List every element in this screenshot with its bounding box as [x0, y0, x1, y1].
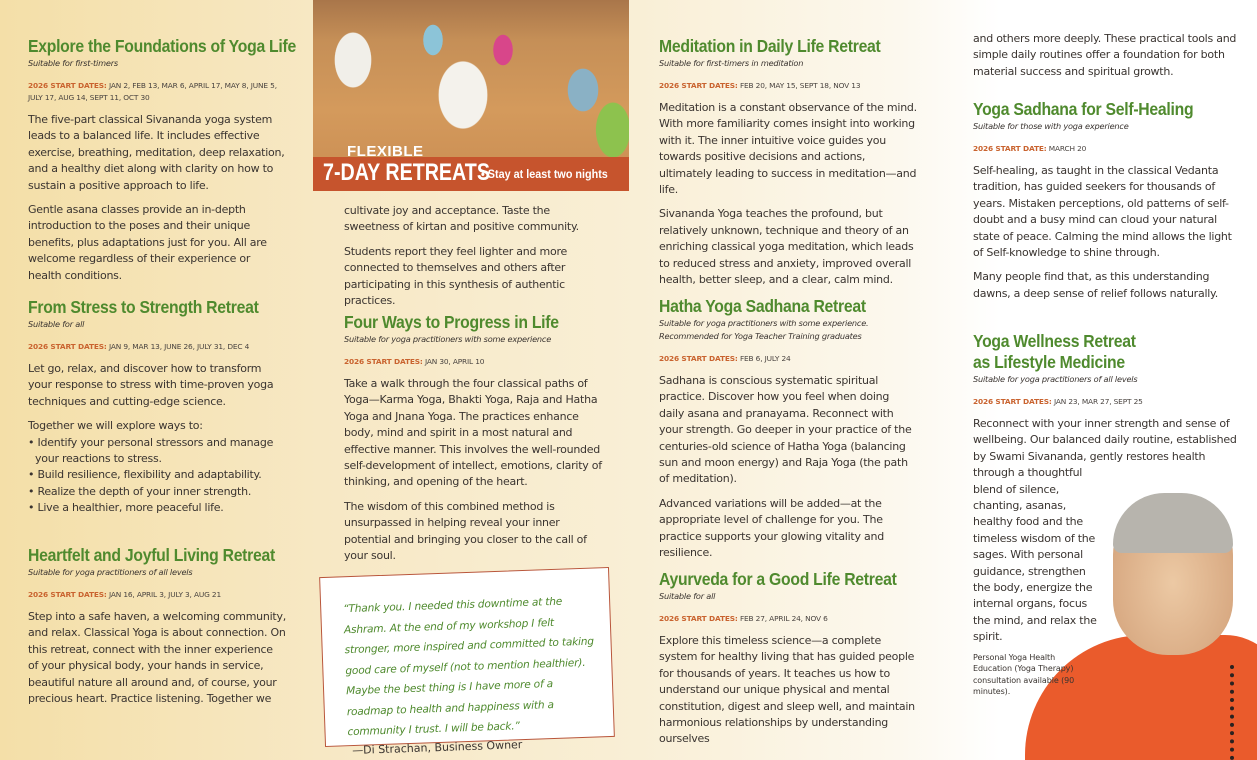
start-dates [28, 341, 286, 353]
dates-value: MARCH 20 [1048, 144, 1087, 153]
paragraph: Explore this timeless science—a complete system for healthy living that has guided people for thousands of years. It teaches us how to understand our unique physical and mental constitution, digest and sleep well, and maintain harmonious relationships by understanding ourselves [659, 634, 915, 746]
retreat-title: Yoga Sadhana for Self-Healing [973, 99, 1194, 119]
paragraph: Students report they feel lighter and more connected to themselves and others after participating in this synthesis of authentic practices. [344, 244, 567, 308]
recommended-for: Recommended for Yoga Teacher Training graduates [659, 331, 862, 341]
dates-label: 2026 START DATES: [344, 357, 423, 366]
start-dates [659, 353, 917, 365]
paragraph: Reconnect with your inner strength and sense of wellbeing. Our balanced daily routine, established by Swami Sivananda, gently restores health [973, 417, 1237, 463]
dates-value: FEB 6, JULY 24 [739, 354, 791, 363]
paragraph: and others more deeply. These practical tools and simple daily routines offer a foundation for both material success and spiritual growth. [973, 32, 1237, 78]
dates-value: JAN 2, FEB 13, MAR 6, APRIL 17, MAY 8, JUNE 5, JULY 17, AUG 14, SEPT 11, OCT 30 [28, 81, 277, 102]
paragraph: cultivate joy and acceptance. Taste the sweetness of kirtan and positive community. [344, 204, 579, 234]
banner-tagline: • Stay at least two nights [481, 167, 608, 181]
paragraph: Step into a safe haven, a welcoming community, and relax. Classical Yoga is about connection. On this retreat, connect with the inner experience of your physical body, your hands in service, beautiful nature all around and, of course, your precious heart. Practice listening. Together we [28, 610, 286, 706]
retreats-banner [313, 143, 629, 191]
consultation-note: Personal Yoga Health Education (Yoga Therapy) consultation available (90 minutes). [973, 652, 1075, 697]
dates-value: JAN 9, MAR 13, JUNE 26, JULY 31, DEC 4 [108, 342, 250, 351]
suitable-for: Suitable for yoga practitioners of all levels [973, 374, 1138, 384]
start-dates [659, 613, 917, 625]
paragraph: Sivananda Yoga teaches the profound, but relatively unknown, technique and theory of an enriching classical yoga meditation, which leads to reduced stress and anxiety, improved overall health, better sleep, and a clear, calm mind. [659, 207, 914, 287]
testimonial-card [319, 567, 615, 757]
bullet-item: • Live a healthier, more peaceful life. [28, 500, 286, 516]
retreat-ayurveda-continued [973, 31, 1243, 88]
retreat-self-healing [973, 99, 1243, 310]
bullet-list [28, 435, 286, 517]
retreat-meditation [659, 36, 917, 296]
retreat-title: Hatha Yoga Sadhana Retreat [659, 296, 866, 316]
paragraph: Let go, relax, and discover how to transform your response to stress with time-proven yoga techniques and cutting-edge science. [28, 362, 274, 408]
dates-value: FEB 20, MAY 15, SEPT 18, NOV 13 [739, 81, 861, 90]
suitable-for: Suitable for first-timers in meditation [659, 58, 804, 68]
start-dates [659, 80, 917, 92]
suitable-for: Suitable for all [28, 319, 85, 329]
paragraph: through a thoughtful blend of silence, chanting, asanas, healthy food and the timeless wisdom of the sages. With personal guidance, strengthen the body, energize the internal organs, focus the mind, and relax the spirit. [973, 466, 1097, 644]
dates-value: JAN 30, APRIL 10 [424, 357, 485, 366]
paragraph: Advanced variations will be added—at the appropriate level of challenge for you. The practice supports your glowing vitality and resilience. [659, 496, 884, 560]
retreat-title: Yoga Wellness Retreat [973, 331, 1136, 351]
retreat-stress-to-strength [28, 297, 286, 517]
dates-label: 2026 START DATES: [659, 614, 738, 623]
paragraph: Together we will explore ways to: [28, 419, 203, 433]
paragraph: Sadhana is conscious systematic spiritual practice. Discover how you feel when doing daily asana and pranayama. Reconnect with your strength. Go deeper in your practice of the centuries-old science of Hatha Yoga (balancing sun and moon energy) and Raja Yoga (the path of meditation). [659, 374, 912, 486]
dates-label: 2026 START DATES: [659, 354, 738, 363]
start-dates [28, 589, 286, 601]
testimonial-quote: “Thank you. I needed this downtime at the Ashram. At the end of my workshop I felt stronger, more inspired and committed to taking good care of myself (not to mention healthier). Maybe the best thing is I have more of a roadmap to health and happiness with a community I trust. I will be back.” [343, 595, 595, 739]
paragraph: Meditation is a constant observance of the mind. With more familiarity comes insight into working with it. The inner intuitive voice guides you towards positive decisions and actions, ultimately leading to success in meditation—and life. [659, 101, 917, 197]
paragraph: Many people find that, as this understanding dawns, a deep sense of relief follows naturally. [973, 270, 1218, 300]
retreat-wellness [973, 331, 1243, 698]
dates-label: 2026 START DATES: [973, 397, 1052, 406]
group-photo [313, 0, 629, 191]
dates-label: 2026 START DATES: [28, 342, 107, 351]
retreat-title: Explore the Foundations of Yoga Life [28, 36, 296, 56]
testimonial-author: —Di Strachan, Business Owner [351, 737, 523, 757]
dates-label: 2026 START DATE: [973, 144, 1047, 153]
dates-label: 2026 START DATES: [659, 81, 738, 90]
retreat-title: From Stress to Strength Retreat [28, 297, 259, 317]
start-dates [344, 356, 606, 368]
retreat-title: Heartfelt and Joyful Living Retreat [28, 545, 275, 565]
retreat-title-line2: as Lifestyle Medicine [973, 352, 1125, 372]
retreat-foundations [28, 36, 296, 292]
paragraph: Gentle asana classes provide an in-depth introduction to the poses and their unique benefits, plus adaptations just for you. All are welcome regardless of their experience or health conditions. [28, 203, 267, 282]
start-dates [973, 143, 1243, 155]
suitable-for: Suitable for first-timers [28, 58, 118, 68]
paragraph: Take a walk through the four classical paths of Yoga—Karma Yoga, Bhakti Yoga, Raja and Hatha Yoga and Jnana Yoga. The practices enhance body, mind and spirit in a most natural and effective manner. This involves the well-rounded self-development of intellect, emotions, clarity of thinking, and opening of the heart. [344, 377, 602, 489]
banner-flexible: FLEXIBLE [347, 143, 424, 160]
banner-headline: 7-DAY RETREATS [323, 159, 490, 186]
paragraph: The five-part classical Sivananda yoga system leads to a balanced life. It includes effective exercise, breathing, meditation, deep relaxation, and a healthy diet along with clarity on how to sustain a positive approach to life. [28, 113, 285, 192]
suitable-for: Suitable for yoga practitioners with some experience [344, 334, 552, 344]
retreat-title: Ayurveda for a Good Life Retreat [659, 569, 897, 589]
bullet-item: • Identify your personal stressors and manage your reactions to stress. [28, 435, 286, 468]
bullet-item: • Build resilience, flexibility and adaptability. [28, 467, 286, 483]
dates-value: JAN 23, MAR 27, SEPT 25 [1053, 397, 1143, 406]
retreat-hatha-sadhana [659, 296, 917, 569]
suitable-for: Suitable for yoga practitioners of all levels [28, 567, 193, 577]
retreat-four-ways [344, 312, 606, 572]
paragraph: Self-healing, as taught in the classical Vedanta tradition, has guided seekers for thousands of years. Mistaken perceptions, old patterns of self-doubt and a busy mind can cloud your natural state of peace. Calming the mind allows the light of Self-knowledge to shine through. [973, 164, 1232, 260]
suitable-for: Suitable for all [659, 591, 716, 601]
dates-label: 2026 START DATES: [28, 81, 107, 90]
retreat-title: Four Ways to Progress in Life [344, 312, 559, 332]
retreat-title: Meditation in Daily Life Retreat [659, 36, 881, 56]
retreat-heartfelt-continued [344, 203, 606, 317]
retreat-ayurveda [659, 569, 917, 756]
start-dates [28, 80, 286, 104]
suitable-for: Suitable for those with yoga experience [973, 121, 1129, 131]
retreat-heartfelt [28, 545, 286, 715]
paragraph: The wisdom of this combined method is unsurpassed in helping reveal your inner potential and bringing you closer to the call of your soul. [344, 499, 587, 563]
dates-label: 2026 START DATES: [28, 590, 107, 599]
dates-value: JAN 16, APRIL 3, JULY 3, AUG 21 [108, 590, 222, 599]
dates-value: FEB 27, APRIL 24, NOV 6 [739, 614, 828, 623]
start-dates [973, 396, 1243, 408]
bullet-item: • Realize the depth of your inner strength. [28, 484, 286, 500]
suitable-for: Suitable for yoga practitioners with some experience. [659, 318, 869, 328]
